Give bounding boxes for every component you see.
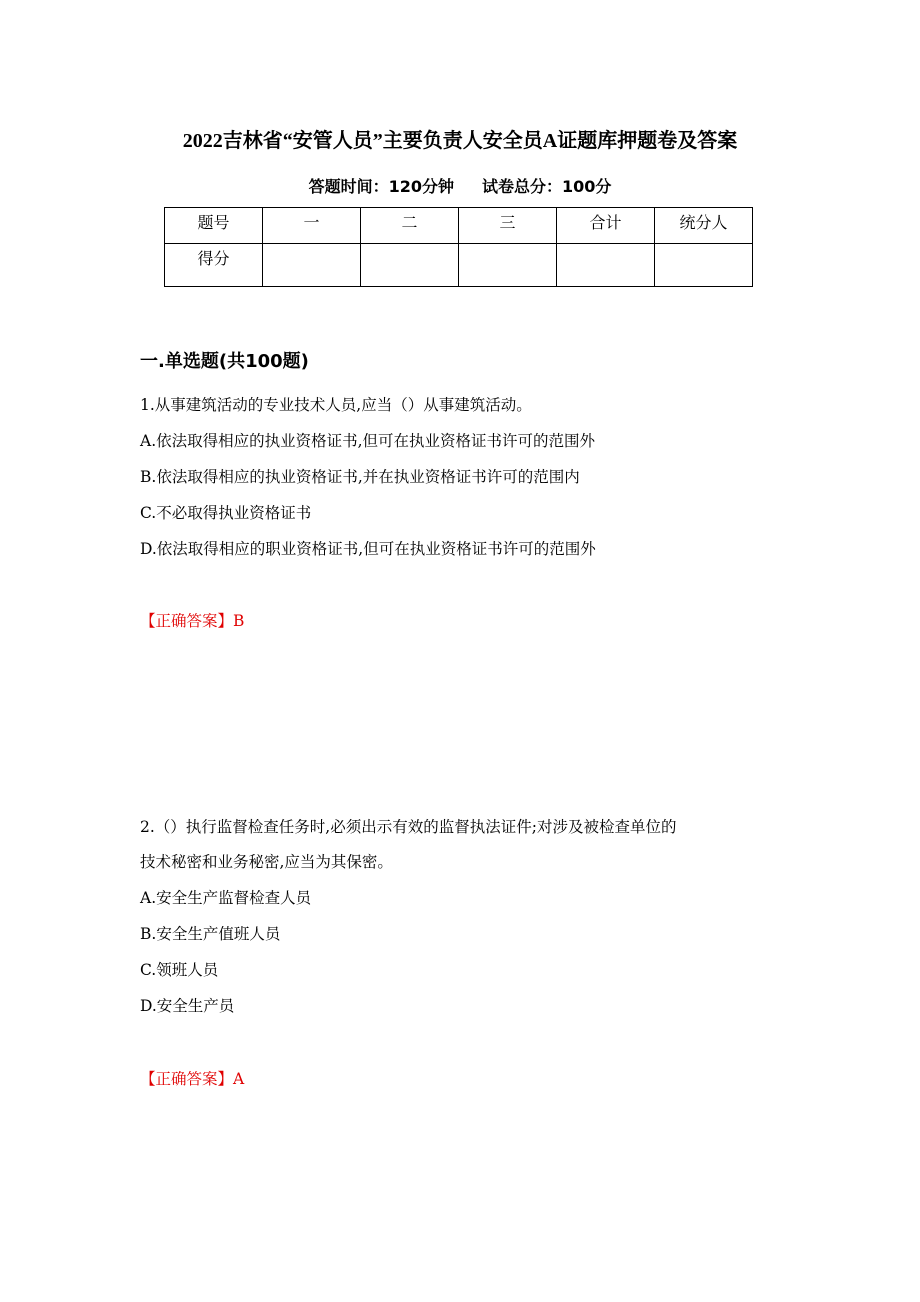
section-heading: 一.单选题(共100题) xyxy=(140,351,309,372)
option: B.依法取得相应的执业资格证书,并在执业资格证书许可的范围内 xyxy=(140,468,580,486)
option: D.依法取得相应的职业资格证书,但可在执业资格证书许可的范围外 xyxy=(140,540,596,558)
question-stem: 技术秘密和业务秘密,应当为其保密。 xyxy=(140,853,393,871)
exam-total-score: 试卷总分：100分 xyxy=(482,177,612,196)
header-cell: 统分人 xyxy=(655,208,753,244)
table-header-row xyxy=(165,208,753,244)
option: B.安全生产值班人员 xyxy=(140,925,281,943)
option: A.依法取得相应的执业资格证书,但可在执业资格证书许可的范围外 xyxy=(140,432,596,450)
score-cell xyxy=(557,244,655,287)
option: D.安全生产员 xyxy=(140,997,235,1015)
option: A.安全生产监督检查人员 xyxy=(140,889,312,907)
table-row xyxy=(165,244,753,287)
header-cell: 三 xyxy=(459,208,557,244)
score-cell xyxy=(655,244,753,287)
header-cell: 合计 xyxy=(557,208,655,244)
question-stem: 1.从事建筑活动的专业技术人员,应当（）从事建筑活动。 xyxy=(140,396,532,414)
header-cell: 题号 xyxy=(165,208,263,244)
document-title: 2022吉林省“安管人员”主要负责人安全员A证题库押题卷及答案 xyxy=(182,130,738,152)
question-stem: 2.（）执行监督检查任务时,必须出示有效的监督执法证件;对涉及被检查单位的 xyxy=(140,818,677,836)
correct-answer: 【正确答案】A xyxy=(140,1070,245,1088)
option: C.领班人员 xyxy=(140,961,219,979)
header-cell: 一 xyxy=(263,208,361,244)
exam-time: 答题时间：120分钟 xyxy=(308,177,454,196)
score-table xyxy=(164,207,753,287)
exam-info xyxy=(0,174,920,197)
row-label: 得分 xyxy=(165,244,263,287)
header-cell: 二 xyxy=(361,208,459,244)
score-cell xyxy=(263,244,361,287)
option: C.不必取得执业资格证书 xyxy=(140,504,312,522)
score-cell xyxy=(361,244,459,287)
score-cell xyxy=(459,244,557,287)
correct-answer: 【正确答案】B xyxy=(140,612,245,630)
